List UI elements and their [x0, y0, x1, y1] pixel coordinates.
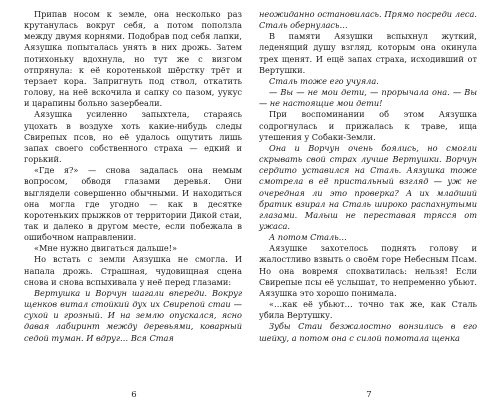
paragraph: Аязушка усиленно запыхтела, стараясь уцохать в воздухе хоть какие-нибудь следы Свирепых псов, но её удалось ощутить лишь запах своего собственного страха — едкий и горький. [24, 109, 242, 165]
paragraph: Но встать с земли Аязушка не смогла. И напала дрожь. Страшная, чудовищная сцена снова и снова вспыхивала у неё перед глазами: [24, 254, 242, 287]
paragraph: Сталь тоже его учуяла. [269, 75, 379, 86]
paragraph: «Где я?» — снова задалась она немым вопросом, обводя глазами деревья. Они выглядели совершенно обычными. И находиться она могла где угодно — как в десятке коротеньких прыжков от территории Дикой стаи, так и далеко в другом месте, если побежала в ошибочном направлении. [24, 165, 242, 243]
paragraph: В памяти Аязушки вспыхнул жуткий, леденящий душу взгляд, которым она окинула трех щенят. И ещё запах страха, исходивший от Вертушки. [259, 31, 477, 75]
left-page [24, 9, 242, 344]
paragraph: «…как её убьют… точно так же, как Сталь убила Вертушку. [259, 299, 477, 321]
paragraph: Вертушка и Ворчун шагали впереди. Вокруг щенков витал стойкий дух их Свирепой стаи — сухой и грозный. И на землю опускался, ясно давая лабиринт между деревьями, коварный седой туман. И вдруг… Вся Стая [24, 287, 242, 343]
paragraph: Зубы Стаи безжалостно вонзились в его шейку, а потом она с силой помотала щенка [259, 321, 477, 343]
right-page-text [259, 9, 477, 344]
right-page [259, 9, 477, 344]
paragraph: — Вы — не мои дети, — прорычала она. — Вы — не настоящие мои дети! [259, 87, 477, 109]
paragraph: Она и Ворчун очень боялись, но смогли скрывать свой страх лучше Вертушки. Ворчун сердито уставился на Сталь. Аязушка тоже смотрела в её пристальный взгляд — уж не очередная ли это проверка? А их младший братик взирал на Сталь широко распахнутыми глазами. Малыш не переставая трясся от ужаса. [259, 142, 477, 231]
paragraph: «Мне нужно двигаться дальше!» [34, 243, 178, 254]
paragraph: Припав носом к земле, она несколько раз крутанулась вокруг себя, а потом поползла между двумя корнями. Подобрав под себя лапки, Аязушка попыталась унять в них дрожь. Затем потихоньку вдохнула, но тут же с визгом отпрянула: к её коротенькой шёрстку трёт и терзает кора. Запригнуть под ствол, откатить голову, на неё вскочила и сапку со пазом, уукус и царапины больно зазербеали. [24, 9, 242, 109]
left-page-text [24, 9, 242, 344]
paragraph: Аязушке захотелось поднять голову и жалостливо взвыть о своём горе Небесным Псам. Но она вовремя спохватилась: нельзя! Если Свирепые псы её услышат, то непременно убьют. Аязушка это хорошо понимала. [259, 243, 477, 298]
paragraph: неожиданно остановилась. Прямо посреди леса. Сталь обернулась… [259, 9, 477, 31]
paragraph: А потом Сталь… [269, 232, 347, 243]
paragraph: При воспоминании об этом Аязушка содрогнулась и прижалась к траве, ища утешения у Собаки-Земли. [259, 109, 477, 142]
page-number-right: 7 [366, 390, 372, 400]
page-number-left: 6 [131, 390, 137, 400]
